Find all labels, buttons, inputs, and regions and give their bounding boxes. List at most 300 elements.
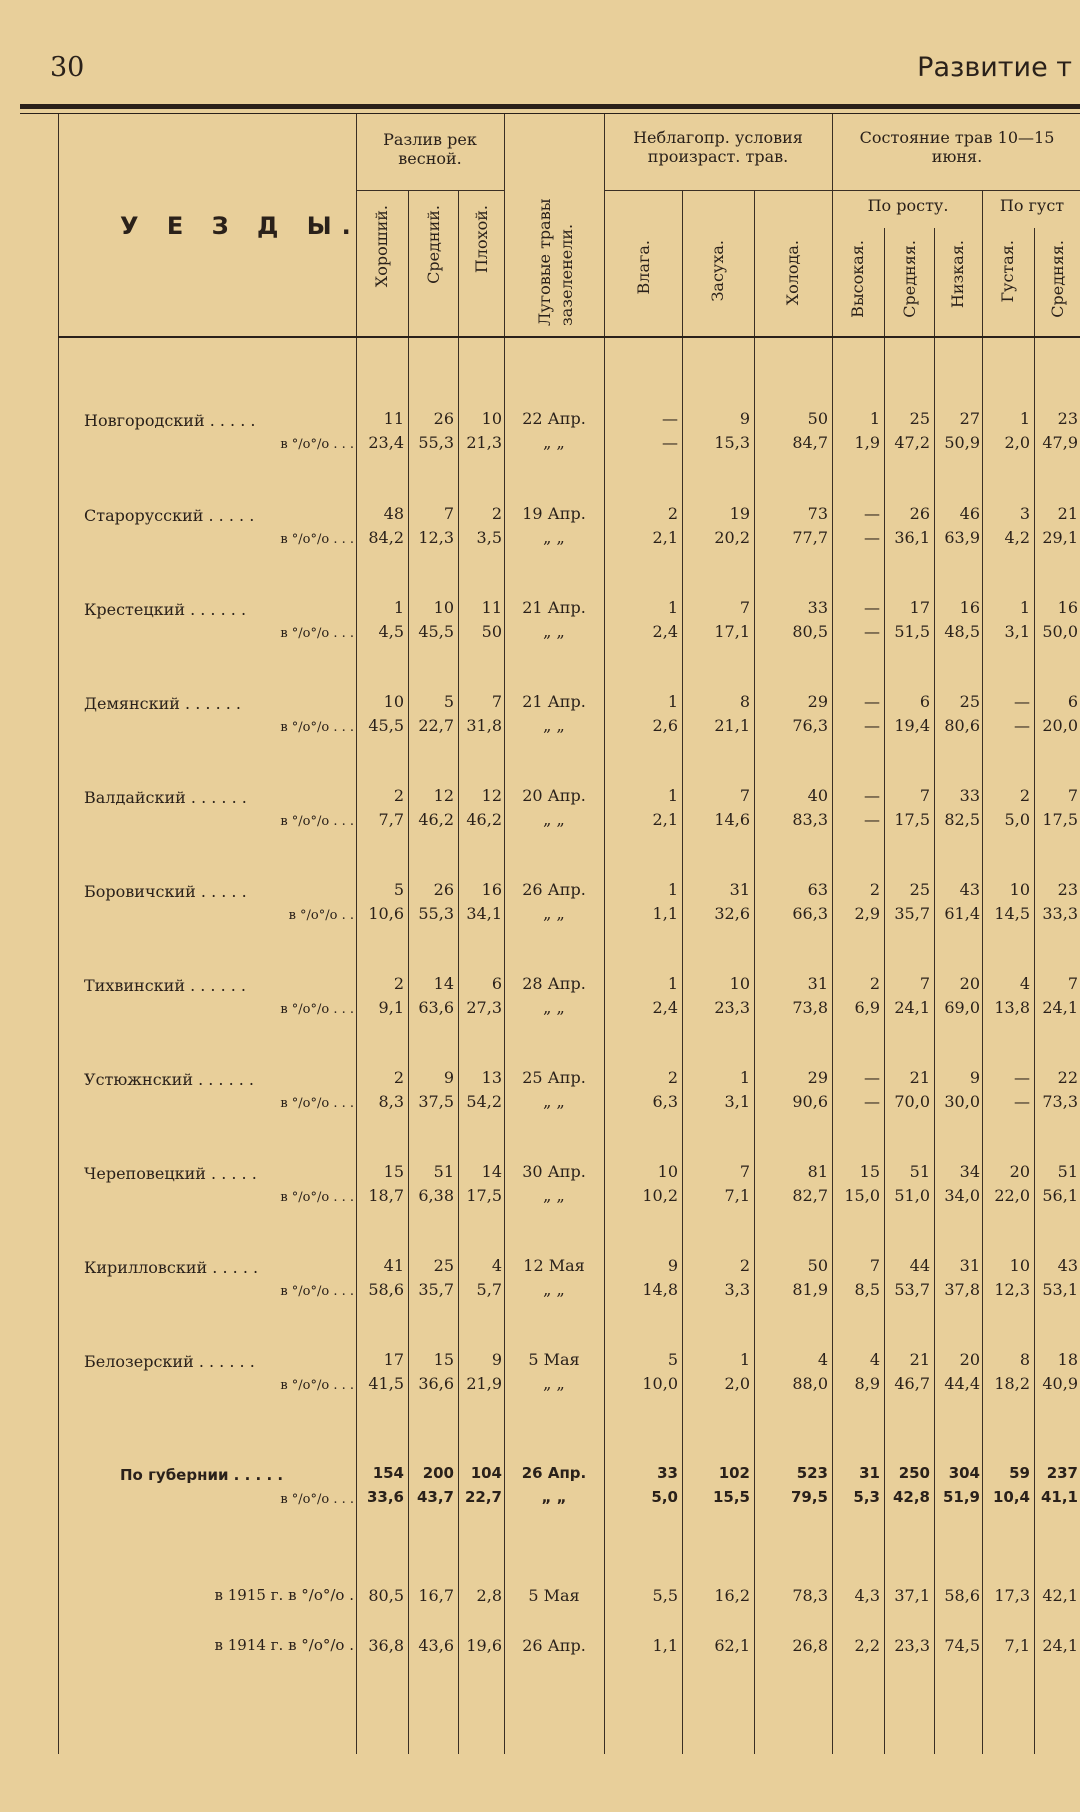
table-cell: 11 [383, 409, 404, 428]
table-cell: 6,38 [418, 1186, 454, 1205]
table-cell: 10 [657, 1162, 678, 1181]
table-cell: 50 [807, 1256, 828, 1275]
table-cell: 25 Апр. [522, 1068, 586, 1087]
table-cell: 31 [859, 1464, 880, 1482]
table-cell: 46 [959, 504, 980, 523]
table-cell: 200 [422, 1464, 454, 1482]
table-cell: 18,7 [368, 1186, 404, 1205]
table-cell: 7 [739, 786, 750, 805]
table-cell: 29 [807, 1068, 828, 1087]
table-cell: 42,8 [892, 1488, 930, 1506]
table-cell: „ „ [543, 1280, 565, 1299]
row-name: Устюжнский . . . . . . [84, 1070, 255, 1089]
table-cell: 16,7 [418, 1586, 454, 1605]
table-cell: 2 [869, 880, 880, 899]
table-cell: 4 [491, 1256, 502, 1275]
table-cell: 12 Мая [523, 1256, 585, 1275]
table-cell: 41 [383, 1256, 404, 1275]
table-cell: 63,9 [944, 528, 980, 547]
table-cell: 5,5 [652, 1586, 678, 1605]
table-cell: 9 [739, 409, 750, 428]
table-cell: 16 [959, 598, 980, 617]
table-cell: 45,5 [368, 716, 404, 735]
table-cell: 33 [959, 786, 980, 805]
row-percent-label: в °/о°/о . . [288, 908, 354, 923]
table-cell: „ „ [543, 998, 565, 1017]
table-cell: „ „ [543, 1092, 565, 1111]
table-cell: 58,6 [944, 1586, 980, 1605]
table-cell: 48 [383, 504, 404, 523]
table-cell: 2 [1019, 786, 1030, 805]
table-cell: 1 [739, 1068, 750, 1087]
row-percent-label: в °/о°/о . . . [280, 626, 354, 641]
table-cell: 80,6 [944, 716, 980, 735]
row-name: Кирилловский . . . . . [84, 1258, 259, 1277]
table-cell: 3,1 [724, 1092, 750, 1111]
table-cell: 7,7 [378, 810, 404, 829]
table-cell: 21,1 [714, 716, 750, 735]
table-cell: 7 [491, 692, 502, 711]
column-header-uezdy: У Е З Д Ы. [120, 212, 361, 240]
table-cell: 45,5 [418, 622, 454, 641]
table-cell: 10 [433, 598, 454, 617]
table-cell: 55,3 [418, 433, 454, 452]
row-name: Валдайский . . . . . . [84, 788, 247, 807]
table-cell: 13 [481, 1068, 502, 1087]
table-cell: — [1014, 1092, 1030, 1111]
table-cell: 80,5 [792, 622, 828, 641]
table-cell: 83,3 [792, 810, 828, 829]
table-cell: 17,5 [1042, 810, 1078, 829]
col-header-cold: Холода. [783, 240, 802, 306]
table-cell: 41,5 [368, 1374, 404, 1393]
page-number: 30 [50, 52, 85, 83]
table-cell: 31 [807, 974, 828, 993]
table-cell: 17,5 [466, 1186, 502, 1205]
table-cell: 46,2 [466, 810, 502, 829]
table-cell: 18,2 [994, 1374, 1030, 1393]
table-cell: 3,1 [1004, 622, 1030, 641]
table-cell: „ „ [541, 1488, 567, 1506]
table-cell: 2 [667, 504, 678, 523]
table-cell: 6 [491, 974, 502, 993]
table-cell: 43,6 [418, 1636, 454, 1655]
table-cell: 16,2 [714, 1586, 750, 1605]
table-cell: 26,8 [792, 1636, 828, 1655]
table-cell: 9 [667, 1256, 678, 1275]
table-cell: 23,4 [368, 433, 404, 452]
table-cell: 8 [739, 692, 750, 711]
row-name: Крестецкий . . . . . . [84, 600, 247, 619]
table-cell: 31,8 [466, 716, 502, 735]
table-cell: 78,3 [792, 1586, 828, 1605]
table-cell: „ „ [543, 528, 565, 547]
table-cell: 5,3 [853, 1488, 880, 1506]
table-cell: 15 [383, 1162, 404, 1181]
table-cell: 4 [817, 1350, 828, 1369]
table-cell: „ „ [543, 1374, 565, 1393]
prev-year-label: в 1915 г. в °/о°/о . [214, 1586, 354, 1604]
col-header-good: Хороший. [372, 205, 391, 288]
table-cell: 61,4 [944, 904, 980, 923]
table-cell: 24,1 [894, 998, 930, 1017]
table-cell: 237 [1046, 1464, 1078, 1482]
table-cell: 2 [667, 1068, 678, 1087]
table-cell: 2 [393, 786, 404, 805]
table-cell: 26 Апр. [521, 1464, 587, 1482]
table-cell: 5 [667, 1350, 678, 1369]
table-cell: 10,6 [368, 904, 404, 923]
table-cell: 36,8 [368, 1636, 404, 1655]
table-cell: 2,1 [652, 810, 678, 829]
table-cell: 59 [1009, 1464, 1030, 1482]
table-cell: 22,7 [464, 1488, 502, 1506]
table-cell: 21 Апр. [522, 598, 586, 617]
table-cell: 8,9 [854, 1374, 880, 1393]
table-cell: 5,7 [476, 1280, 502, 1299]
table-cell: 20,2 [714, 528, 750, 547]
table-cell: 2,0 [1004, 433, 1030, 452]
table-cell: 15 [433, 1350, 454, 1369]
table-cell: 37,8 [944, 1280, 980, 1299]
table-cell: 7 [869, 1256, 880, 1275]
table-cell: — [864, 598, 880, 617]
table-cell: 33 [807, 598, 828, 617]
table-cell: 2,9 [854, 904, 880, 923]
running-head: Развитие т [917, 52, 1072, 83]
table-cell: 10,0 [642, 1374, 678, 1393]
table-cell: 9 [969, 1068, 980, 1087]
table-cell: 16 [481, 880, 502, 899]
row-percent-label: в °/о°/о . . . [280, 437, 354, 452]
table-cell: 37,1 [894, 1586, 930, 1605]
group-header-razliv: Разлив рек весной. [383, 130, 477, 168]
table-cell: 33,6 [366, 1488, 404, 1506]
table-cell: 29,1 [1042, 528, 1078, 547]
table-cell: 25 [909, 880, 930, 899]
table-cell: 4,2 [1004, 528, 1030, 547]
table-cell: — [864, 786, 880, 805]
table-cell: 26 [909, 504, 930, 523]
table-cell: 81 [807, 1162, 828, 1181]
table-cell: 1 [739, 1350, 750, 1369]
table-cell: 13,8 [994, 998, 1030, 1017]
table-cell: 2,8 [476, 1586, 502, 1605]
table-cell: 14 [481, 1162, 502, 1181]
table-cell: — [864, 1068, 880, 1087]
table-cell: 14 [433, 974, 454, 993]
table-cell: 2 [739, 1256, 750, 1275]
table-cell: 2,2 [854, 1636, 880, 1655]
table-cell: 17,1 [714, 622, 750, 641]
group-header-density: По густ [999, 196, 1065, 215]
table-cell: 37,5 [418, 1092, 454, 1111]
table-cell: 2,0 [724, 1374, 750, 1393]
table-cell: 28 Апр. [522, 974, 586, 993]
table-cell: 19,6 [466, 1636, 502, 1655]
table-cell: 12 [433, 786, 454, 805]
table-cell: 5,0 [1004, 810, 1030, 829]
table-cell: 17 [383, 1350, 404, 1369]
table-cell: — [662, 433, 678, 452]
table-cell: 51,0 [894, 1186, 930, 1205]
row-percent-label: в °/о°/о . . . [280, 720, 354, 735]
table-cell: 51 [1057, 1162, 1078, 1181]
table-cell: 21 [909, 1068, 930, 1087]
row-name: Тихвинский . . . . . . [84, 976, 247, 995]
row-name: Старорусский . . . . . [84, 506, 255, 525]
table-cell: 2,4 [652, 998, 678, 1017]
table-cell: 8 [1019, 1350, 1030, 1369]
table-cell: 50 [807, 409, 828, 428]
table-cell: 26 [433, 880, 454, 899]
table-cell: 53,1 [1042, 1280, 1078, 1299]
table-cell: 12,3 [418, 528, 454, 547]
row-percent-label: в °/о°/о . . . [280, 1492, 354, 1507]
table-cell: 4 [1019, 974, 1030, 993]
table-cell: 43 [1057, 1256, 1078, 1275]
table-cell: 17,3 [994, 1586, 1030, 1605]
table-cell: 51,9 [942, 1488, 980, 1506]
table-cell: 41,1 [1040, 1488, 1078, 1506]
table-cell: 17 [909, 598, 930, 617]
table-cell: 2 [393, 974, 404, 993]
table-cell: 10 [383, 692, 404, 711]
row-name: Белозерский . . . . . . [84, 1352, 255, 1371]
table-cell: 29 [807, 692, 828, 711]
col-header-moisture: Влага. [634, 240, 653, 295]
table-cell: 10 [1009, 880, 1030, 899]
table-cell: 30,0 [944, 1092, 980, 1111]
row-name: По губернии . . . . . [120, 1466, 284, 1484]
table-cell: 8,5 [854, 1280, 880, 1299]
table-cell: — [1014, 1068, 1030, 1087]
table-cell: 84,2 [368, 528, 404, 547]
row-percent-label: в °/о°/о . . . [280, 1284, 354, 1299]
row-percent-label: в °/о°/о . . . [280, 532, 354, 547]
row-percent-label: в °/о°/о . . . [280, 1378, 354, 1393]
table-cell: 26 Апр. [522, 880, 586, 899]
table-cell: 12 [481, 786, 502, 805]
table-cell: 6 [1067, 692, 1078, 711]
table-cell: 1,9 [854, 433, 880, 452]
table-cell: 7 [919, 786, 930, 805]
table-cell: 47,9 [1042, 433, 1078, 452]
table-cell: 66,3 [792, 904, 828, 923]
prev-year-label: в 1914 г. в °/о°/о . [214, 1636, 354, 1654]
col-header-meadow: Луговые травы зазеленели. [535, 198, 576, 326]
col-header-medium: Средний. [424, 205, 443, 284]
table-cell: 20 Апр. [522, 786, 586, 805]
table-cell: 48,5 [944, 622, 980, 641]
table-cell: 22,0 [994, 1186, 1030, 1205]
table-cell: 1 [1019, 409, 1030, 428]
row-percent-label: в °/о°/о . . . [280, 1002, 354, 1017]
row-percent-label: в °/о°/о . . . [280, 1096, 354, 1111]
table-cell: 10 [729, 974, 750, 993]
table-cell: 104 [470, 1464, 502, 1482]
table-cell: 50,9 [944, 433, 980, 452]
table-cell: 1 [1019, 598, 1030, 617]
table-cell: „ „ [543, 716, 565, 735]
table-cell: — [864, 504, 880, 523]
table-cell: 21 Апр. [522, 692, 586, 711]
table-cell: 76,3 [792, 716, 828, 735]
table-cell: 56,1 [1042, 1186, 1078, 1205]
table-cell: 55,3 [418, 904, 454, 923]
table-cell: 69,0 [944, 998, 980, 1017]
table-cell: „ „ [543, 433, 565, 452]
table-cell: — [1014, 716, 1030, 735]
table-cell: 82,5 [944, 810, 980, 829]
table-cell: 1 [667, 692, 678, 711]
table-cell: 51 [433, 1162, 454, 1181]
table-cell: 7 [1067, 786, 1078, 805]
table-cell: 3 [1019, 504, 1030, 523]
table-cell: „ „ [543, 810, 565, 829]
table-cell: — [864, 716, 880, 735]
table-cell: 22,7 [418, 716, 454, 735]
table-cell: 22 Апр. [522, 409, 586, 428]
table-cell: 26 [433, 409, 454, 428]
table-cell: 36,6 [418, 1374, 454, 1393]
table-cell: 90,6 [792, 1092, 828, 1111]
table-cell: 84,7 [792, 433, 828, 452]
table-cell: 12,3 [994, 1280, 1030, 1299]
table-cell: 43 [959, 880, 980, 899]
table-cell: 304 [948, 1464, 980, 1482]
table-cell: 7 [919, 974, 930, 993]
table-cell: 14,5 [994, 904, 1030, 923]
table-cell: 19,4 [894, 716, 930, 735]
table-cell: 7,1 [724, 1186, 750, 1205]
table-cell: 18 [1057, 1350, 1078, 1369]
table-cell: 15 [859, 1162, 880, 1181]
table-cell: 25 [959, 692, 980, 711]
table-cell: 50,0 [1042, 622, 1078, 641]
table-cell: 34,0 [944, 1186, 980, 1205]
table-cell: 17,5 [894, 810, 930, 829]
table-cell: 42,1 [1042, 1586, 1078, 1605]
table-cell: 36,1 [894, 528, 930, 547]
table-cell: 2,1 [652, 528, 678, 547]
table-cell: 7,1 [1004, 1636, 1030, 1655]
table-cell: 14,8 [642, 1280, 678, 1299]
group-header-sostoyanie: Состояние трав 10—15 июня. [859, 128, 1055, 166]
table-cell: 50 [481, 622, 502, 641]
table-cell: 23 [1057, 880, 1078, 899]
table-cell: 4,5 [378, 622, 404, 641]
table-cell: 523 [796, 1464, 828, 1482]
table-cell: 33 [657, 1464, 678, 1482]
table-cell: — [864, 810, 880, 829]
table-cell: 24,1 [1042, 1636, 1078, 1655]
table-cell: 2,6 [652, 716, 678, 735]
table-cell: 1 [393, 598, 404, 617]
table-cell: 1 [667, 786, 678, 805]
table-cell: 5 [393, 880, 404, 899]
col-header-tall: Высокая. [848, 240, 867, 318]
table-cell: 15,3 [714, 433, 750, 452]
table-cell: — [864, 622, 880, 641]
table-cell: 5 Мая [528, 1586, 580, 1605]
table-cell: „ „ [543, 1186, 565, 1205]
table-cell: 70,0 [894, 1092, 930, 1111]
table-cell: 21,9 [466, 1374, 502, 1393]
table-cell: 23,3 [714, 998, 750, 1017]
table-cell: 22 [1057, 1068, 1078, 1087]
table-cell: 43,7 [416, 1488, 454, 1506]
table-cell: 44,4 [944, 1374, 980, 1393]
table-cell: — [864, 692, 880, 711]
table-cell: 1,1 [652, 1636, 678, 1655]
col-header-low: Низкая. [948, 240, 967, 309]
table-cell: 21 [1057, 504, 1078, 523]
table-cell: 5,0 [651, 1488, 678, 1506]
table-cell: 3,3 [724, 1280, 750, 1299]
table-cell: 1 [869, 409, 880, 428]
table-cell: — [1014, 692, 1030, 711]
table-cell: 2 [393, 1068, 404, 1087]
table-cell: 7 [443, 504, 454, 523]
table-cell: 47,2 [894, 433, 930, 452]
table-cell: 58,6 [368, 1280, 404, 1299]
table-cell: 19 Апр. [522, 504, 586, 523]
table-cell: 54,2 [466, 1092, 502, 1111]
table-cell: 33,3 [1042, 904, 1078, 923]
col-header-medium-height: Средняя. [900, 240, 919, 318]
col-header-bad: Плохой. [472, 205, 491, 274]
table-cell: 31 [959, 1256, 980, 1275]
col-header-drought: Засуха. [708, 240, 727, 302]
table-cell: 44 [909, 1256, 930, 1275]
table-cell: 4 [869, 1350, 880, 1369]
table-cell: 21 [909, 1350, 930, 1369]
table-cell: 102 [718, 1464, 750, 1482]
table-cell: 10,2 [642, 1186, 678, 1205]
table-cell: 10 [481, 409, 502, 428]
row-name: Новгородский . . . . . [84, 411, 256, 430]
table-cell: 15,0 [844, 1186, 880, 1205]
table-cell: 1 [667, 598, 678, 617]
table-cell: 73,8 [792, 998, 828, 1017]
top-rule-thin [20, 113, 1080, 114]
table-cell: 63 [807, 880, 828, 899]
table-cell: „ „ [543, 904, 565, 923]
table-cell: 46,2 [418, 810, 454, 829]
table-cell: 77,7 [792, 528, 828, 547]
table-cell: 19 [729, 504, 750, 523]
table-cell: 34 [959, 1162, 980, 1181]
table-cell: 30 Апр. [522, 1162, 586, 1181]
table-cell: 2,4 [652, 622, 678, 641]
table-cell: 15,5 [712, 1488, 750, 1506]
table-cell: „ „ [543, 622, 565, 641]
table-cell: 80,5 [368, 1586, 404, 1605]
table-cell: 20 [959, 974, 980, 993]
table-cell: 35,7 [894, 904, 930, 923]
table-cell: 5 Мая [528, 1350, 580, 1369]
table-cell: 6 [919, 692, 930, 711]
table-cell: 10 [1009, 1256, 1030, 1275]
table-cell: 1,1 [652, 904, 678, 923]
row-percent-label: в °/о°/о . . . [280, 814, 354, 829]
table-cell: 20,0 [1042, 716, 1078, 735]
table-cell: 34,1 [466, 904, 502, 923]
table-cell: 63,6 [418, 998, 454, 1017]
top-rule [20, 104, 1080, 109]
table-cell: 8,3 [378, 1092, 404, 1111]
